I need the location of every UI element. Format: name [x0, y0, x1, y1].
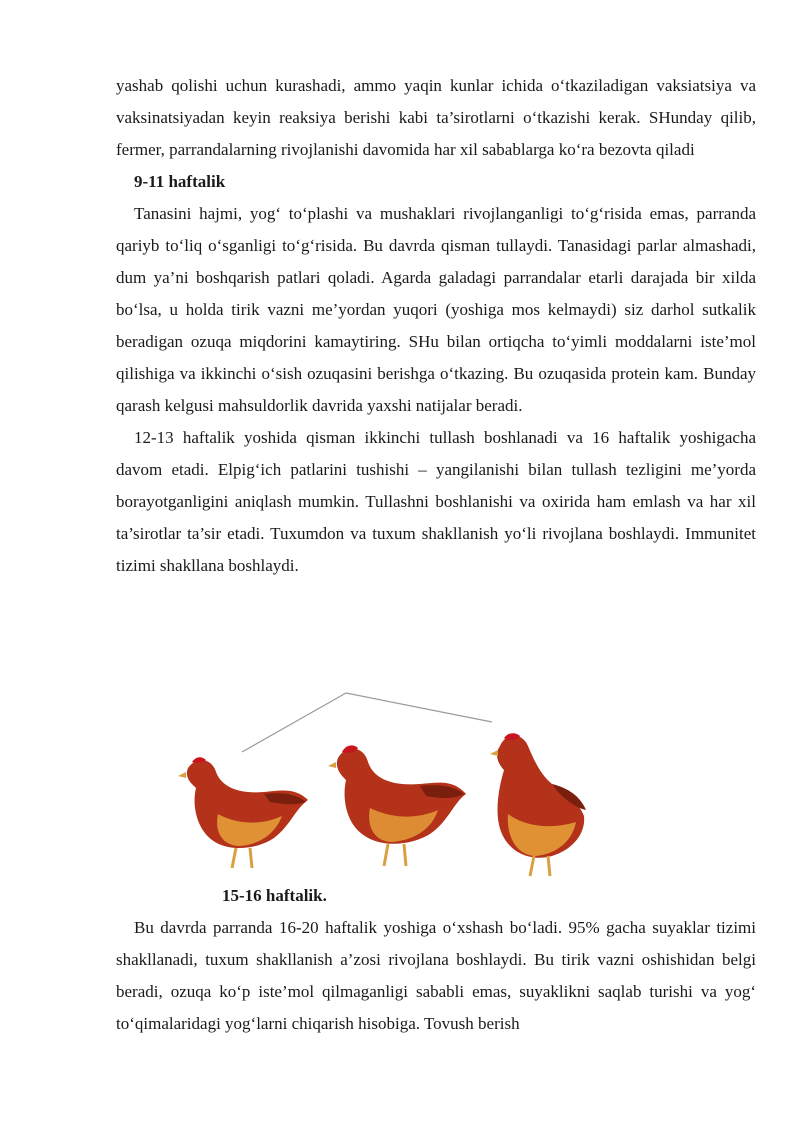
paragraph-9-11-weeks: Tanasini hajmi, yog‘ to‘plashi va mushaklari rivojlanganligi to‘g‘risida emas, parranda qariyb to‘liq o‘sganligi to‘g‘risida. Bu davrda qisman tullaydi. Tanasidagi parlar almashadi, dum ya’ni boshqarish patlari qoladi. Agarda galadagi parrandalar etarli darajada bir xilda bo‘lsa, u holda tirik vazni me’yordan yuqori (yoshiga mos kelmaydi) siz darhol sutkalik beradigan ozuqa miqdorini kamaytiring. SHu bilan ortiqcha to‘yimli moddalarni iste’mol qilishiga va ikkinchi o‘sish ozuqasini berishga o‘tkazing. Bu ozuqasida protein kam. Bunday qarash kelgusi mahsuldorlik davrida yaxshi natijalar beradi. [116, 204, 756, 415]
hen-icon [178, 757, 308, 868]
hen-icon [490, 733, 586, 876]
heading-9-11-weeks: 9-11 haftalik [134, 172, 226, 191]
text-block-top [116, 70, 756, 582]
paragraph-12-13-weeks: 12-13 haftalik yoshida qisman ikkinchi tullash boshlanadi va 16 haftalik yoshigacha davom etadi. Elpig‘ich patlarini tushishi – yangilanishi bilan tullash tezligini me’yorda borayotganligini aniqlash mumkin. Tullashni boshlanishi va oxirida ham emlash va har xil ta’sirotlar ta’sir etadi. Tuxumdon va tuxum shakllanish yo‘li rivojlana boshlaydi. Immunitet tizimi shakllana boshlaydi. [116, 428, 756, 575]
hens-illustration [170, 688, 600, 878]
figure-caption: 15-16 haftalik. [222, 886, 327, 905]
hen-icon [328, 745, 466, 866]
connector-line [242, 693, 492, 752]
paragraph-15-16-weeks: Bu davrda parranda 16-20 haftalik yoshiga o‘xshash bo‘ladi. 95% gacha suyaklar tizimi shakllanadi, tuxum shakllanish a’zosi rivojlana boshlaydi. Bu tirik vazni oshishidan belgi beradi, ozuqa ko‘p iste’mol qilmaganligi sababli emas, suyaklikni saqlab turishi va yog‘ to‘qimalaridagi yog‘larni chiqarish hisobiga. Tovush berish [116, 918, 756, 1033]
text-block-bottom [116, 912, 756, 1040]
paragraph-continued: yashab qolishi uchun kurashadi, ammo yaqin kunlar ichida o‘tkaziladigan vaksiatsiya va vaksinatsiyadan keyin reaksiya berishi kabi ta’sirotlarni o‘tkazishi kerak. SHunday qilib, fermer, parrandalarning rivojlanishi davomida har xil sabablarga ko‘ra bezovta qiladi [116, 76, 756, 159]
